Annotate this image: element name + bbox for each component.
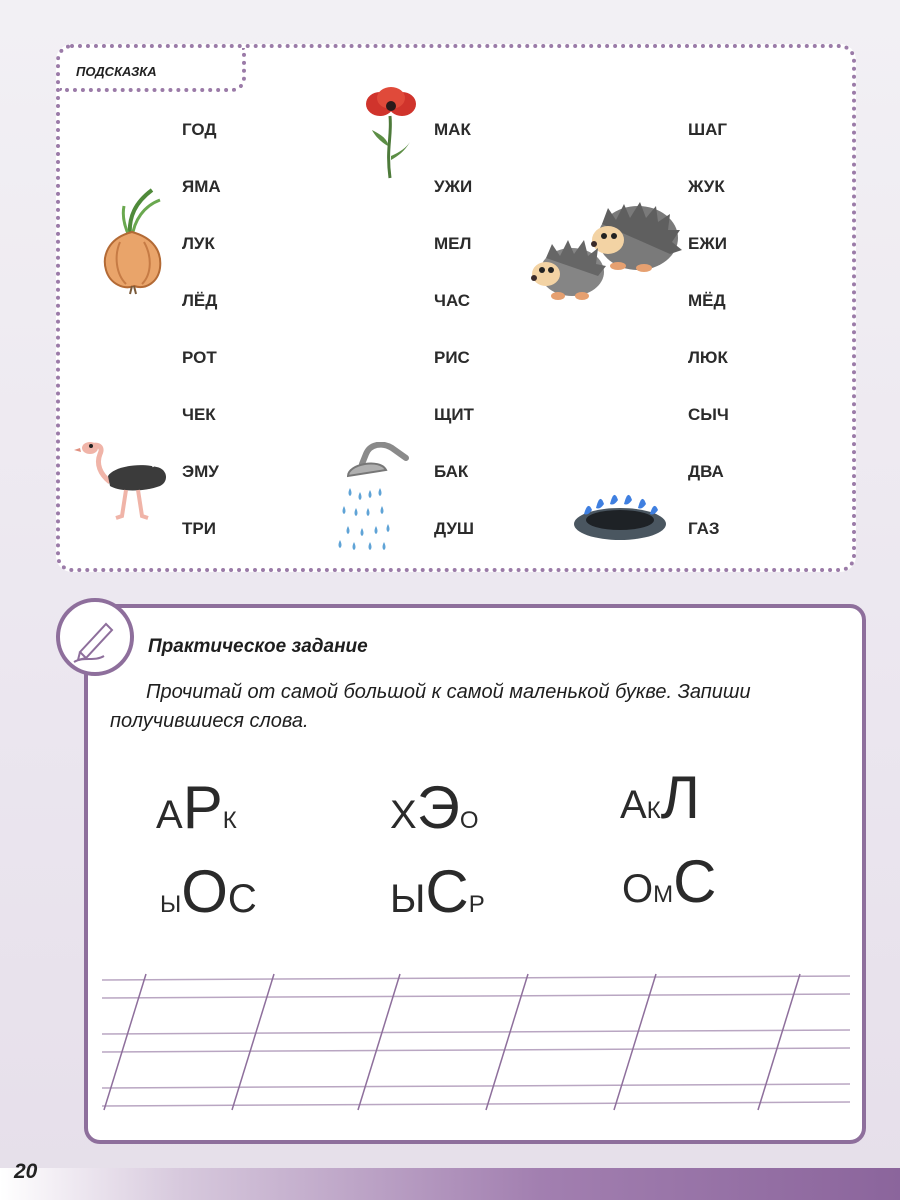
gas-burner-icon — [570, 484, 670, 544]
hint-word: ДВА — [688, 462, 724, 481]
letter-puzzle — [620, 764, 701, 831]
pencil-icon — [60, 602, 130, 672]
hint-word: ЯМА — [182, 177, 221, 196]
puzzle-letter: О — [622, 867, 654, 911]
page-number: 20 — [14, 1160, 38, 1183]
hint-word: ТРИ — [182, 519, 216, 538]
puzzle-letter: С — [673, 848, 717, 915]
puzzle-letter: Ы — [390, 877, 426, 921]
puzzle-letter: С — [227, 877, 257, 921]
hint-word: ЛУК — [182, 234, 215, 253]
hint-word: УЖИ — [434, 177, 473, 196]
hint-word: СЫЧ — [688, 405, 729, 424]
puzzle-letter: О — [181, 858, 228, 925]
puzzle-letter: Ы — [160, 891, 182, 918]
puzzle-letter: Л — [660, 764, 701, 831]
onion-icon — [100, 186, 170, 298]
puzzle-letter: А — [156, 793, 183, 837]
hint-word: ЖУК — [688, 177, 725, 196]
hint-word: ЛЮК — [688, 348, 728, 367]
puzzle-letter: А — [620, 783, 647, 827]
hint-word: ГАЗ — [688, 519, 720, 538]
letter-puzzle — [390, 774, 479, 841]
task-title: Практическое задание — [148, 636, 368, 657]
letter-puzzle — [390, 858, 485, 925]
shower-icon — [330, 442, 420, 554]
hedgehogs-icon — [524, 198, 684, 302]
puzzle-letter: Р — [468, 891, 485, 918]
hint-word: МАК — [434, 120, 471, 139]
hint-word: РИС — [434, 348, 470, 367]
puzzle-letter: К — [222, 807, 237, 834]
task-instruction: Прочитай от самой большой к самой маленькой букве. Запиши получившиеся слова. — [110, 681, 751, 732]
puzzle-letter: Р — [182, 774, 223, 841]
hint-word: МЕЛ — [434, 234, 472, 253]
footer-band — [0, 1168, 900, 1200]
puzzle-letter: С — [425, 858, 469, 925]
pencil-badge — [56, 598, 134, 676]
hint-word: ЩИТ — [434, 405, 474, 424]
hint-title: ПОДСКАЗКА — [76, 64, 157, 79]
puzzle-letter: Х — [390, 793, 417, 837]
hint-word: ЧЕК — [182, 405, 216, 424]
hint-word: ДУШ — [434, 519, 474, 538]
hint-word: ЕЖИ — [688, 234, 727, 253]
hint-word: ЭМУ — [182, 462, 219, 481]
puzzle-letter: О — [459, 807, 479, 834]
puzzle-letter: К — [646, 797, 661, 824]
hint-word: ШАГ — [688, 120, 727, 139]
hint-word: ГОД — [182, 120, 217, 139]
hint-word: РОТ — [182, 348, 217, 367]
hint-word: ЧАС — [434, 291, 471, 310]
hint-word: ЛЁД — [182, 291, 218, 310]
letter-puzzle — [622, 848, 717, 915]
ostrich-icon — [74, 438, 174, 522]
letter-puzzle — [160, 858, 257, 925]
hint-word: МЁД — [688, 291, 726, 310]
hint-word: БАК — [434, 462, 469, 481]
letter-puzzle — [156, 774, 237, 841]
puzzle-letter: Э — [416, 774, 460, 841]
poppy-icon — [360, 86, 424, 182]
puzzle-letter: М — [653, 881, 674, 908]
